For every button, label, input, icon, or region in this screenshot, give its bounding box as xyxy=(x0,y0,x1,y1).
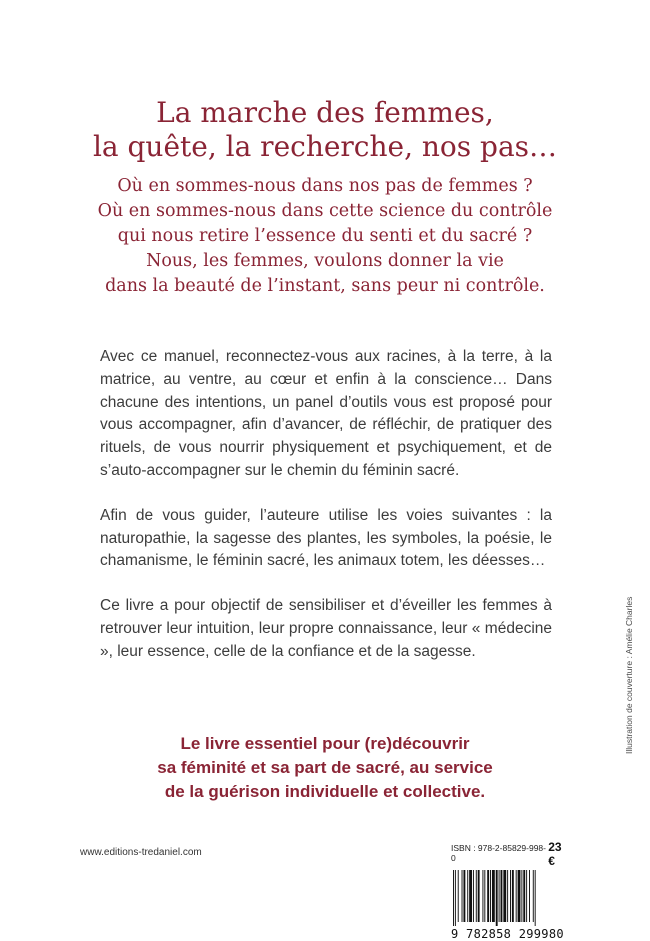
intro-line: Où en sommes-nous dans nos pas de femmes ? xyxy=(117,176,533,196)
headline-line-2: la quête, la recherche, nos pas… xyxy=(92,130,558,163)
headline-line-1: La marche des femmes, xyxy=(156,96,494,129)
barcode-block xyxy=(451,840,571,941)
description-paragraph: Avec ce manuel, reconnectez-vous aux racines, à la terre, à la matrice, au ventre, au cœur et enfin à la conscience… Dans chacune des intentions, un panel d’outils vous est proposé pour vous accompagner, afin d’avancer, de réfléchir, de pratiquer des rituels, de vous nourrir physiquement et psychiquement, et de s’auto-accompagner sur le chemin du féminin sacré. xyxy=(100,348,552,479)
tagline-line-3: de la guérison individuelle et collective. xyxy=(164,782,486,801)
description-paragraph: Ce livre a pour objectif de sensibiliser et d’éveiller les femmes à retrouver leur intuition, leur propre connaissance, leur « médecine », leur essence, celle de la confiance et de la sagesse. xyxy=(100,597,552,660)
headline xyxy=(60,96,590,164)
barcode-icon xyxy=(451,870,571,926)
tagline-line-1: Le livre essentiel pour (re)découvrir xyxy=(180,734,470,753)
tagline-line-2: sa féminité et sa part de sacré, au service xyxy=(157,758,493,777)
intro-line: Où en sommes-nous dans cette science du contrôle xyxy=(97,201,553,221)
illustration-credit: Illustration de couverture : Amélie Charles xyxy=(624,596,634,754)
description xyxy=(100,346,552,686)
description-paragraph: Afin de vous guider, l’auteure utilise les voies suivantes : la naturopathie, la sagesse des plantes, les symboles, la poésie, le chamanisme, le féminin sacré, les animaux totem, les déesses… xyxy=(100,506,552,570)
barcode-digits: 9 782858 299980 xyxy=(451,927,564,941)
tagline xyxy=(90,732,560,804)
intro-line: dans la beauté de l’instant, sans peur ni contrôle. xyxy=(105,276,545,296)
isbn-text: ISBN : 978-2-85829-998-0 xyxy=(451,843,546,863)
price: 23 € xyxy=(548,840,562,868)
isbn-line xyxy=(451,840,571,868)
intro-line: qui nous retire l’essence du senti et du sacré ? xyxy=(117,226,533,246)
intro-verse xyxy=(60,174,590,299)
publisher-website: www.editions-tredaniel.com xyxy=(80,847,202,858)
intro-line: Nous, les femmes, voulons donner la vie xyxy=(146,251,504,271)
